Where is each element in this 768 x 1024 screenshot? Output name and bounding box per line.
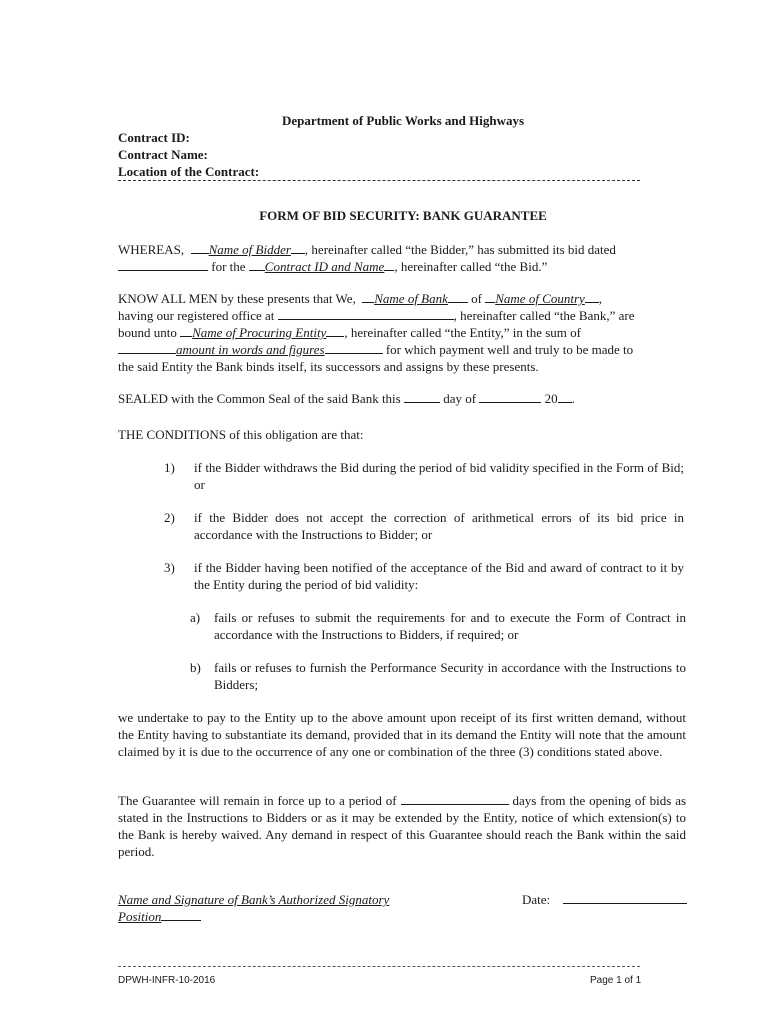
condition-item [164, 509, 684, 543]
guarantee-text: days from the opening of bids as stated in the Instructions to Bidders or as it may be extended by the Entity, notice of which extension(s) to the Bank is hereby waived. Any demand in respect of this Guarantee should reach the Bank within the said period. [118, 793, 687, 859]
contract-meta [118, 129, 259, 180]
blank [485, 290, 495, 303]
position-blank [161, 909, 201, 921]
blank [585, 290, 599, 303]
blank [326, 324, 344, 337]
sealed-year-blank [558, 390, 572, 403]
amount-placeholder: amount in words and figures [176, 342, 325, 357]
footer-page-number: Page 1 of 1 [590, 975, 642, 986]
know-text: KNOW ALL MEN by these presents that We, [118, 291, 356, 306]
blank [325, 341, 383, 354]
guarantee-text: The Guarantee will remain in force up to a period of [118, 793, 397, 808]
signatory-position-label: Position [118, 909, 162, 924]
header-divider [118, 180, 640, 181]
sealed-text: . [571, 391, 575, 406]
subcondition-text: fails or refuses to furnish the Performance Security in accordance with the Instructions to Bidders; [214, 660, 686, 692]
know-text: , hereinafter called “the Bank,” are [453, 308, 635, 323]
blank [118, 341, 176, 354]
blank [180, 324, 192, 337]
blank [448, 290, 468, 303]
sealed-line [118, 390, 686, 407]
sealed-day-blank [404, 390, 440, 403]
bank-name-placeholder: Name of Bank [374, 291, 448, 306]
sealed-month-blank [479, 390, 541, 403]
whereas-text: , hereinafter called “the Bid.” [394, 259, 548, 274]
date-blank [563, 891, 687, 904]
condition-number: 2) [164, 510, 175, 525]
blank [384, 258, 394, 271]
date-label: Date: [522, 892, 551, 907]
signatory-name-label: Name and Signature of Bank’s Authorized Signatory [118, 892, 390, 907]
know-text: for which payment well and truly to be made to [385, 342, 634, 357]
subcondition-item [190, 659, 686, 693]
guarantee-days-blank [401, 792, 509, 805]
whereas-text: , hereinafter called “the Bidder,” has submitted its bid dated [304, 242, 616, 257]
contract-name-label: Contract Name: [118, 147, 208, 162]
bid-date-blank [118, 258, 208, 271]
condition-text: if the Bidder withdraws the Bid during the period of bid validity specified in the Form of Bid; or [194, 460, 684, 492]
subcondition-text: fails or refuses to submit the requirements for and to execute the Form of Contract in accordance with the Instructions to Bidders, if required; or [214, 610, 686, 642]
contract-placeholder: Contract ID and Name [264, 259, 385, 274]
know-text: bound unto [118, 325, 177, 340]
condition-number: 3) [164, 560, 175, 575]
footer-form-code: DPWH-INFR-10-2016 [118, 975, 216, 986]
sealed-text: SEALED with the Common Seal of the said Bank this [118, 391, 401, 406]
blank [191, 241, 209, 254]
know-text: the said Entity the Bank binds itself, its successors and assigns by these presents. [118, 359, 539, 374]
form-title: FORM OF BID SECURITY: BANK GUARANTEE [259, 208, 547, 223]
know-text: having our registered office at [118, 308, 275, 323]
condition-text: if the Bidder does not accept the correction of arithmetical errors of its bid price in accordance with the Instructions to Bidder; or [194, 510, 684, 542]
know-text: of [471, 291, 482, 306]
contract-id-label: Contract ID: [118, 130, 190, 145]
whereas-paragraph [118, 241, 686, 275]
signatory-block [118, 891, 389, 925]
subcondition-letter: b) [190, 660, 201, 675]
subcondition-item [190, 609, 686, 643]
country-placeholder: Name of Country [495, 291, 585, 306]
subcondition-letter: a) [190, 610, 201, 625]
conditions-intro: THE CONDITIONS of this obligation are that: [118, 427, 364, 442]
contract-location-label: Location of the Contract: [118, 164, 260, 179]
office-address-blank [278, 307, 454, 320]
know-text: , hereinafter called “the Entity,” in the sum of [344, 325, 582, 340]
condition-number: 1) [164, 460, 175, 475]
whereas-text: for the [211, 259, 246, 274]
condition-text: if the Bidder having been notified of the acceptance of the Bid and award of contract to it by the Entity during the period of bid validity: [194, 560, 684, 592]
bidder-name-placeholder: Name of Bidder [208, 242, 291, 257]
department-heading: Department of Public Works and Highways [281, 113, 525, 128]
blank [362, 290, 374, 303]
sealed-text: 20 [544, 391, 558, 406]
undertake-paragraph: we undertake to pay to the Entity up to the above amount upon receipt of its first written demand, without the Entity having to substantiate its demand, provided that in its demand the Entity will note that the amount claimed by it is due to the occurrence of any one or combination of the three (3) conditions stated above. [118, 710, 686, 759]
condition-item [164, 559, 684, 593]
blank [249, 258, 265, 271]
entity-placeholder: Name of Procuring Entity [192, 325, 327, 340]
condition-item [164, 459, 684, 493]
sealed-text: day of [443, 391, 477, 406]
guarantee-paragraph [118, 792, 686, 860]
whereas-lead: WHEREAS, [118, 242, 185, 257]
footer-divider [118, 966, 640, 967]
date-block [522, 891, 687, 908]
know-paragraph: KNOW ALL MEN by these presents that We, Name of Bank of Name of Country , having our registered office at , hereinafter called “the Bank,” are bound unto Name of Procuring Entity , hereinafter called “the Entity,” in the sum of amount in words and figures for which payment well and truly to be made to the said Entity the Bank binds itself, its successors and assigns by these presents. [118, 290, 686, 375]
blank [291, 241, 305, 254]
